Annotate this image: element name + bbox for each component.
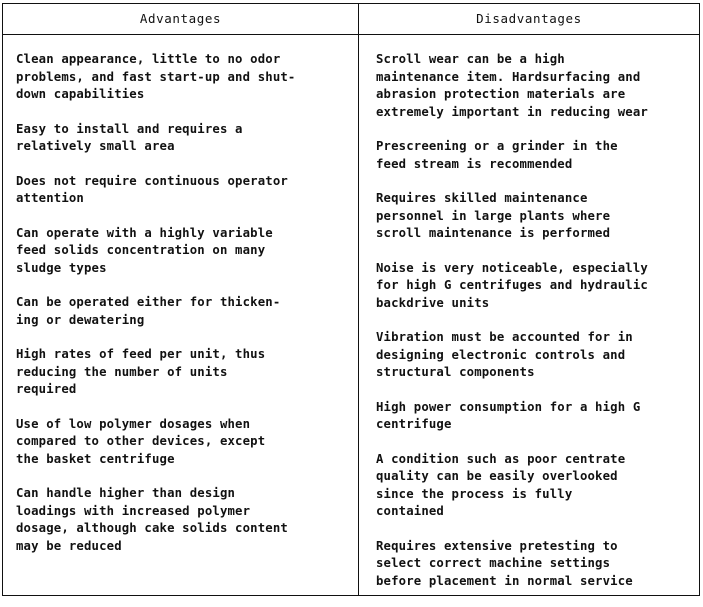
disadvantages-column <box>376 51 696 607</box>
disadvantage-item: Vibration must be accounted for in designing electronic controls and structural components <box>376 330 633 379</box>
advantage-item: Clean appearance, little to no odor problems, and fast start-up and shut- down capabilities <box>16 52 296 101</box>
advantages-header: Advantages <box>139 11 222 26</box>
advantage-item: High rates of feed per unit, thus reducing the number of units required <box>16 347 266 396</box>
advantages-column <box>16 51 351 572</box>
disadvantage-item: Scroll wear can be a high maintenance item. Hardsurfacing and abrasion protection materials are extremely important in reducing wear <box>376 52 648 119</box>
disadvantage-item: Noise is very noticeable, especially for high G centrifuges and hydraulic backdrive units <box>376 260 648 310</box>
disadvantage-item: Requires skilled maintenance personnel in large plants where scroll maintenance is performed <box>376 191 611 240</box>
advantage-item: Can handle higher than design loadings with increased polymer dosage, although cake solids content may be reduced <box>16 486 288 553</box>
advantage-item: Easy to install and requires a relatively small area <box>16 121 243 153</box>
header-rule <box>3 34 699 35</box>
disadvantage-item: A condition such as poor centrate quality can be easily overlooked since the process is fully contained <box>376 451 626 518</box>
disadvantage-item: Prescreening or a grinder in the feed stream is recommended <box>376 139 618 171</box>
advantage-item: Does not require continuous operator attention <box>16 173 288 205</box>
advantage-item: Can operate with a highly variable feed solids concentration on many sludge types <box>16 225 273 275</box>
disadvantages-header: Disadvantages <box>476 11 582 26</box>
advantage-item: Can be operated either for thicken- ing or dewatering <box>16 295 281 327</box>
column-divider <box>358 4 359 595</box>
disadvantage-item: Requires extensive pretesting to select correct machine settings before placement in normal service <box>376 538 633 588</box>
disadvantage-item: High power consumption for a high G centrifuge <box>376 399 641 431</box>
advantages-disadvantages-table <box>2 3 700 596</box>
advantage-item: Use of low polymer dosages when compared to other devices, except the basket centrifuge <box>16 416 266 466</box>
